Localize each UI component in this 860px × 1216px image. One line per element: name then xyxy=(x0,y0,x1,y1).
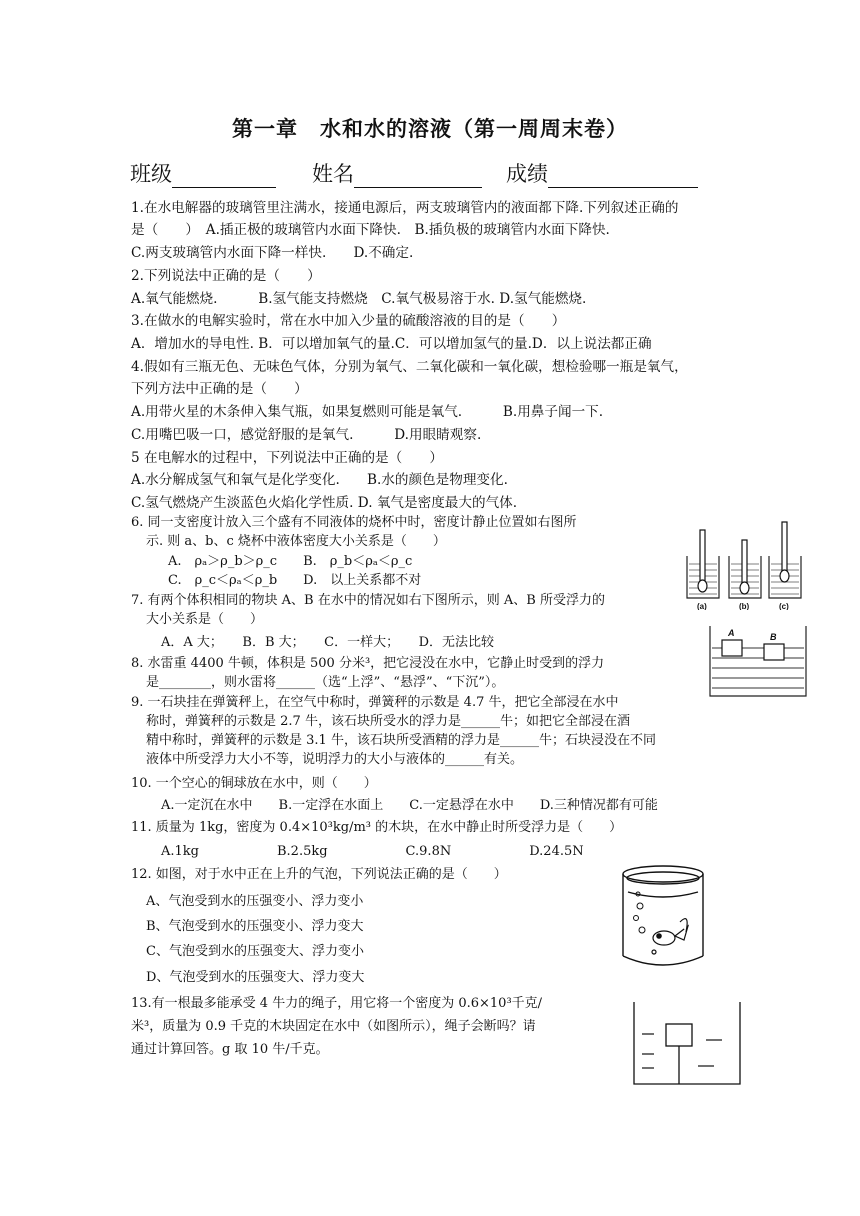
q9-stem: 9. 一石块挂在弹簧秤上，在空气中称时，弹簧秤的示数是 4.7 牛，把它全部浸在水中 xyxy=(131,695,619,710)
q6-options-ab: A. ρₐ＞ρ_b＞ρ_c B. ρ_b＜ρₐ＜ρ_c xyxy=(168,554,413,569)
q9-stem-2: 称时，弹簧秤的示数是 2.7 牛，该石块所受水的浮力是______牛；如把它全部浸在酒 xyxy=(146,714,630,729)
figure-label-c: (c) xyxy=(779,602,789,610)
q2-stem: 2.下列说法中正确的是（ ） xyxy=(131,268,321,284)
figure-label-b: (b) xyxy=(739,602,750,610)
q12-option-b: B、气泡受到水的压强变小、浮力变大 xyxy=(146,919,364,934)
block-label-b: B xyxy=(770,632,777,642)
class-blank[interactable] xyxy=(172,165,276,188)
q11-stem: 11. 质量为 1kg，密度为 0.4×10³kg/m³ 的木块，在水中静止时所受浮力是（ ） xyxy=(131,820,623,835)
q13-stem-2: 米³，质量为 0.9 千克的木块固定在水中（如图所示），绳子会断吗？请 xyxy=(131,1019,536,1034)
score-blank[interactable] xyxy=(548,165,698,188)
q5-options-ab: A.水分解成氢气和氧气是化学变化. B.水的颜色是物理变化. xyxy=(131,472,508,488)
score-label: 成绩 xyxy=(506,162,548,186)
q8-stem: 8. 水雷重 4400 牛顿，体积是 500 分米³，把它浸没在水中，它静止时受到的浮力 xyxy=(131,656,605,671)
q3-options: A．增加水的导电性. B．可以增加氧气的量.C．可以增加氢气的量.D．以上说法都正确 xyxy=(131,336,652,352)
q4-options-cd: C.用嘴巴吸一口，感觉舒服的是氧气. D.用眼睛观察. xyxy=(131,427,482,443)
q6-stem: 6. 同一支密度计放入三个盛有不同液体的烧杯中时，密度计静止位置如右图所 xyxy=(131,515,577,530)
q9-stem-4: 液体中所受浮力大小不等，说明浮力的大小与液体的______有关。 xyxy=(146,752,524,767)
q4-stem: 4.假如有三瓶无色、无味色气体，分别为氧气、二氧化碳和一氧化碳，想检验哪一瓶是氧气， xyxy=(131,359,688,375)
q12-option-d: D、气泡受到水的压强变大、浮力变大 xyxy=(146,970,365,985)
fish-tank-bubbles-figure xyxy=(618,862,708,968)
tethered-block-figure xyxy=(632,1000,742,1086)
block-label-a: A xyxy=(728,628,735,638)
class-label: 班级 xyxy=(130,162,172,186)
q13-stem-3: 通过计算回答。g 取 10 牛/千克。 xyxy=(131,1042,329,1057)
q12-option-c: C、气泡受到水的压强变大、浮力变小 xyxy=(146,944,364,959)
q11-options: A.1kg B.2.5kg C.9.8N D.24.5N xyxy=(161,844,584,859)
figure-label-a: (a) xyxy=(697,602,707,610)
q5-stem: 5 在电解水的过程中，下列说法中正确的是（ ） xyxy=(131,450,444,466)
name-blank[interactable] xyxy=(354,165,482,188)
q1-stem: 1.在水电解器的玻璃管里注满水，接通电源后，两支玻璃管内的液面都下降.下列叙述正确的 xyxy=(131,200,679,216)
q5-options-cd: C.氢气燃烧产生淡蓝色火焰化学性质. D. 氧气是密度最大的气体. xyxy=(131,495,518,511)
q7-stem: 7. 有两个体积相同的物块 A、B 在水中的情况如右下图所示，则 A、B 所受浮力的 xyxy=(131,593,605,608)
q4-stem-2: 下列方法中正确的是（ ） xyxy=(131,381,308,397)
floating-blocks-figure xyxy=(708,624,808,698)
q9-stem-3: 精中称时，弹簧秤的示数是 3.1 牛，该石块所受酒精的浮力是______牛；石块浸没在不同 xyxy=(146,733,656,748)
q6-options-cd: C. ρ_c＜ρₐ＜ρ_b D. 以上关系都不对 xyxy=(168,573,422,588)
page-title: 第一章 水和水的溶液（第一周周末卷） xyxy=(232,116,628,141)
q10-stem: 10. 一个空心的铜球放在水中，则（ ） xyxy=(131,776,377,791)
q1-options: 是（ ） A.插正极的玻璃管内水面下降快. B.插负极的玻璃管内水面下降快. xyxy=(131,222,610,238)
q1-option-cd: C.两支玻璃管内水面下降一样快. D.不确定. xyxy=(131,245,414,261)
density-meter-beakers-figure xyxy=(685,518,803,610)
q13-stem: 13.有一根最多能承受 4 牛力的绳子，用它将一个密度为 0.6×10³千克/ xyxy=(131,996,543,1011)
q7-stem-2: 大小关系是（ ） xyxy=(146,612,264,627)
q12-stem: 12. 如图，对于水中正在上升的气泡，下列说法正确的是（ ） xyxy=(131,867,507,882)
q7-options: A．A 大； B．B 大； C．一样大； D．无法比较 xyxy=(161,635,495,650)
q12-option-a: A、气泡受到水的压强变小、浮力变小 xyxy=(146,894,364,909)
student-info-header xyxy=(130,158,698,188)
q3-stem: 3.在做水的电解实验时，常在水中加入少量的硫酸溶液的目的是（ ） xyxy=(131,313,566,329)
q8-stem-2: 是________，则水雷将______（选“上浮”、“悬浮”、“下沉”）。 xyxy=(146,675,505,690)
q4-options-ab: A.用带火星的木条伸入集气瓶，如果复燃则可能是氧气. B.用鼻子闻一下. xyxy=(131,404,604,420)
q10-options: A.一定沉在水中 B.一定浮在水面上 C.一定悬浮在水中 D.三种情况都有可能 xyxy=(161,798,658,813)
q6-stem-2: 示. 则 a、b、c 烧杯中液体密度大小关系是（ ） xyxy=(146,534,446,549)
name-label: 姓名 xyxy=(312,162,354,186)
q2-options: A.氧气能燃烧. B.氢气能支持燃烧 C.氧气极易溶于水. D.氢气能燃烧. xyxy=(131,291,587,307)
